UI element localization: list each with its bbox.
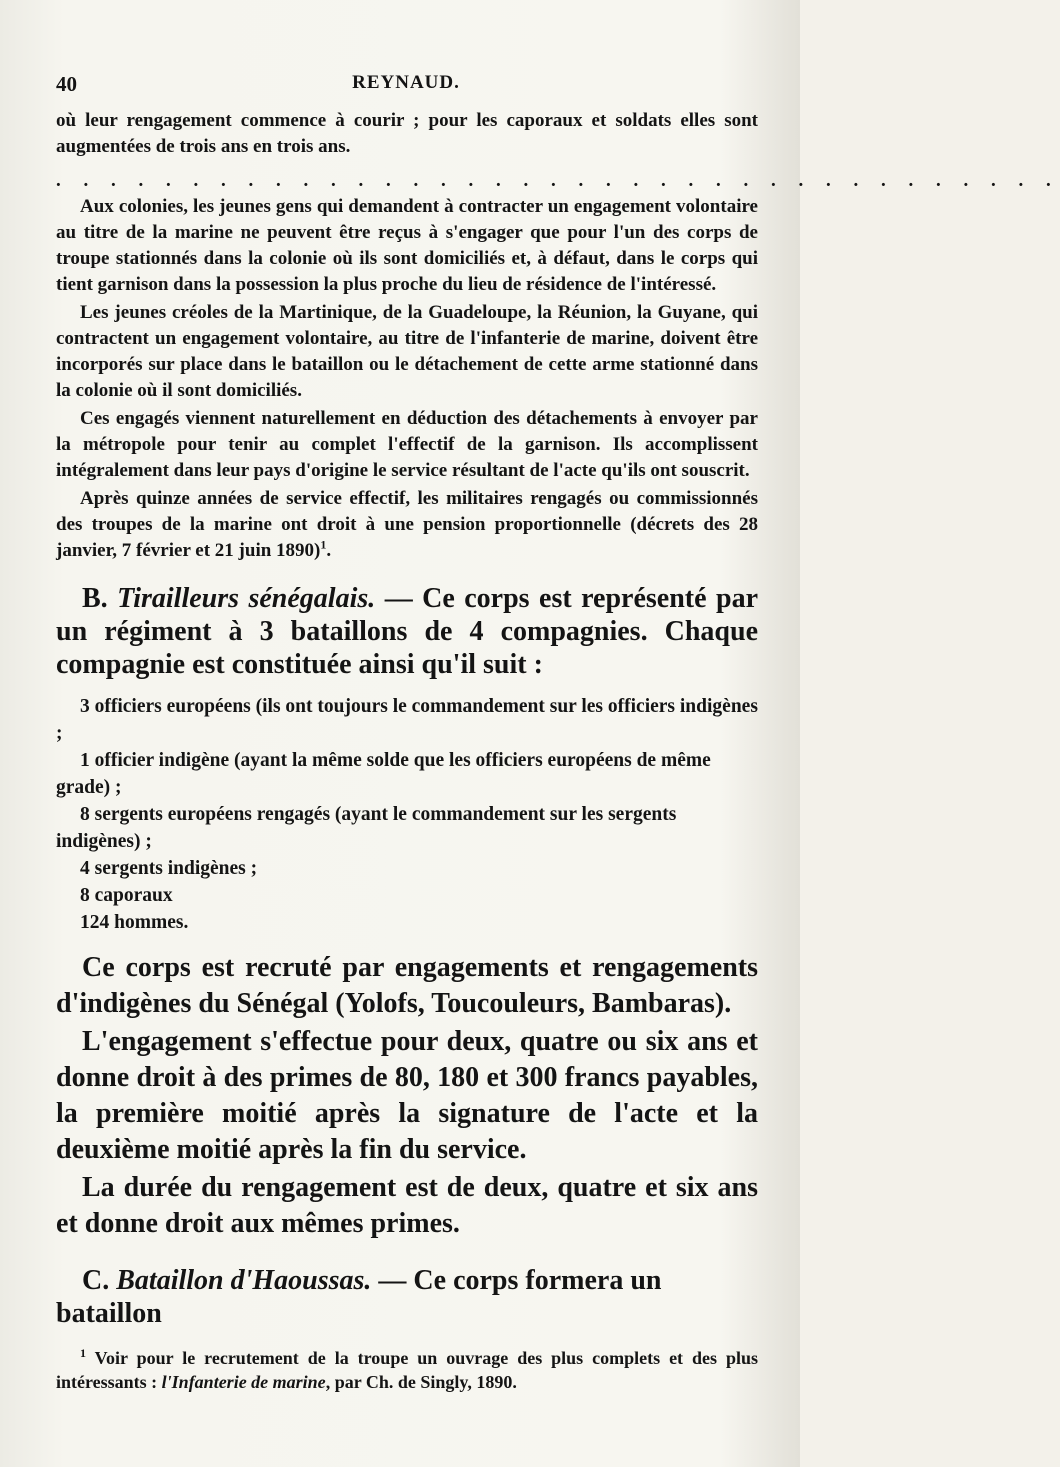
section-c-label: C. — [82, 1265, 110, 1296]
list-item: 4 sergents indigènes ; — [80, 858, 258, 879]
paragraph: Aux colonies, les jeunes gens qui demandent à contracter un engagement volontaire au titre de la marine ne peuvent être reçus à s'engager que pour l'un des corps de troupe stationnés dans la colonie où ils sont domiciliés et, à défaut, dans le corps qui tient garnison dans la possession la plus proche du lieu de résidence de l'intéressé. — [56, 196, 758, 295]
page-body — [56, 108, 1060, 1394]
list-item: 8 caporaux — [80, 885, 173, 906]
intro-block — [56, 108, 1060, 564]
footnote-after: , par Ch. de Singly, 1890. — [325, 1372, 517, 1392]
footnote-before: Voir pour le recrutement de la troupe un ouvrage des plus complets et des plus intéressants : — [56, 1348, 758, 1392]
section-b-paragraph — [56, 582, 758, 681]
list-item: 8 sergents européens rengagés (ayant le commandement sur les sergents indigènes) ; — [56, 804, 677, 852]
recruitment-block — [56, 950, 758, 1242]
footnote-reference: 1 — [320, 537, 327, 552]
section-b-text: — Ce corps est représenté par un régiment à 3 bataillons de 4 compagnies. Chaque compagnie est constituée ainsi qu'il suit : — [56, 583, 759, 680]
page-number: 40 — [56, 72, 77, 96]
paragraph: La durée du rengagement est de deux, quatre et six ans et donne droit aux mêmes primes. — [56, 1172, 758, 1239]
section-c — [56, 1264, 758, 1330]
ellipsis-line: . . . . . . . . . . . . . . . . . . . . . . . . . . . . . . . . . . . . . — [56, 170, 1060, 191]
section-b-label: B. — [82, 583, 108, 614]
list-item: 1 officier indigène (ayant la même solde que les officiers européens de même grade) ; — [56, 750, 711, 798]
section-c-title: Bataillon d'Haoussas. — [116, 1265, 372, 1296]
footnote-text — [56, 1346, 758, 1394]
running-title: REYNAUD. — [352, 72, 460, 93]
section-b — [56, 582, 758, 681]
footnote-marker: 1 — [80, 1346, 86, 1360]
footnote-cited-title: l'Infanterie de marine — [161, 1372, 326, 1392]
paragraph: Ce corps est recruté par engagements et rengagements d'indigènes du Sénégal (Yolofs, Toucouleurs, Bambaras). — [56, 952, 758, 1019]
page-header — [56, 72, 756, 104]
list-item: 124 hommes. — [80, 912, 189, 933]
company-composition-list — [56, 693, 758, 936]
section-c-text: — Ce corps formera un bataillon — [56, 1265, 662, 1329]
paragraph: Les jeunes créoles de la Martinique, de la Guadeloupe, la Réunion, la Guyane, qui contractent un engagement volontaire, au titre de l'infanterie de marine, doivent être incorporés sur place dans le bataillon ou le détachement de cette arme stationné dans la colonie où il sont domiciliés. — [56, 302, 758, 401]
section-c-paragraph — [56, 1264, 758, 1330]
period: . — [326, 540, 332, 561]
paragraph-with-footnote — [56, 486, 758, 564]
list-item: 3 officiers européens (ils ont toujours le commandement sur les officiers indigènes ; — [56, 696, 758, 744]
paragraph: Ces engagés viennent naturellement en déduction des détachements à envoyer par la métropole pour tenir au complet l'effectif de la garnison. Ils accomplissent intégralement dans leur pays d'origine le service résultant de l'acte qu'ils ont souscrit. — [56, 408, 758, 481]
paragraph: L'engagement s'effectue pour deux, quatre ou six ans et donne droit à des primes de 80, 180 et 300 francs payables, la première moitié après la signature de l'acte et la deuxième moitié après la fin du service. — [56, 1026, 758, 1165]
paragraph-text: Après quinze années de service effectif, les militaires rengagés ou commissionnés des troupes de la marine ont droit à une pension proportionnelle (décrets des 28 janvier, 7 février et 21 juin 1890) — [56, 488, 758, 561]
footnote — [56, 1346, 758, 1394]
section-b-title: Tirailleurs sénégalais. — [117, 583, 376, 614]
continuation-paragraph: où leur rengagement commence à courir ; pour les caporaux et soldats elles sont augmentées de trois ans en trois ans. — [56, 110, 758, 157]
